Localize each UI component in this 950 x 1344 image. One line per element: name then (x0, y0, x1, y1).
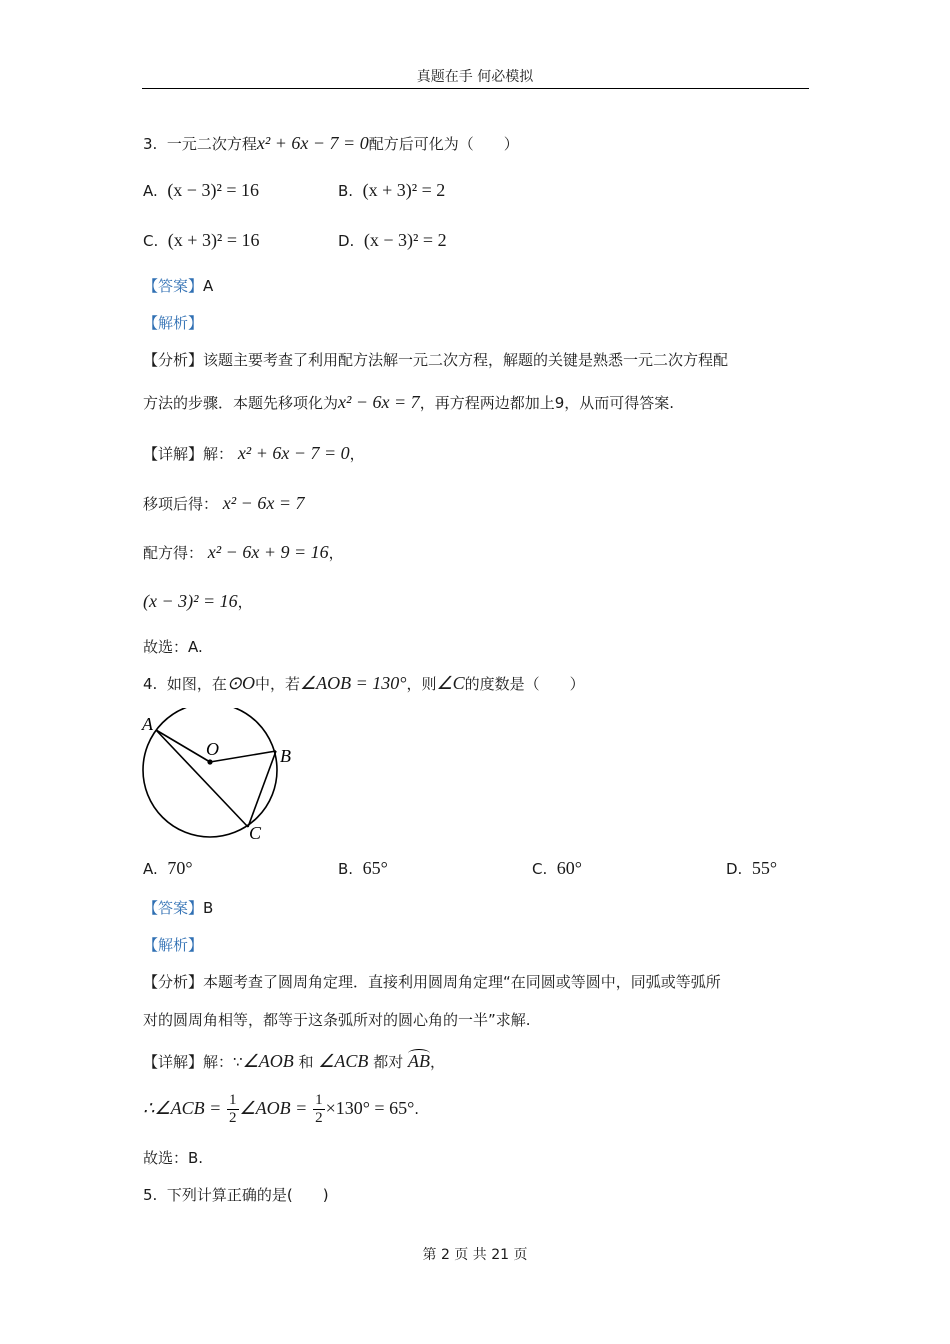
option-letter: B. (338, 860, 354, 878)
option-value: 60° (556, 858, 582, 878)
question-4-stem (143, 673, 585, 694)
stem-text: 一元二次方程 (166, 135, 257, 153)
fenxi-text: 该题主要考查了利用配方法解一元二次方程，解题的关键是熟悉一元二次方程配 (203, 351, 729, 369)
fraction-half (313, 1092, 325, 1127)
question-number: 5. (143, 1186, 158, 1204)
fraction-denominator: 2 (229, 1110, 237, 1126)
fraction-numerator: 1 (315, 1092, 323, 1108)
option-a (143, 858, 193, 879)
stem-text: 下列计算正确的是( ) (166, 1186, 329, 1204)
calculation-line (143, 1092, 419, 1127)
detail-tag: 【详解】 (143, 445, 204, 463)
step-label: 配方得： (143, 544, 204, 562)
fenxi-line-1 (143, 971, 721, 992)
fenxi-tag: 【分析】 (143, 351, 204, 369)
answer-tag: 【答案】 (143, 277, 204, 295)
analysis-tag: 【解析】 (143, 314, 204, 332)
answer-line (143, 275, 213, 296)
label-a: A (142, 714, 153, 734)
segment-ob (210, 751, 276, 762)
stem-circle: ⊙O (226, 673, 255, 693)
option-letter: D. (338, 232, 355, 250)
fenxi-line-2: 对的圆周角相等，都等于这条弧所对的圆心角的一半”求解. (143, 1011, 531, 1029)
detail-text: 和 (298, 1053, 314, 1071)
stem-text: ，则 (406, 675, 437, 693)
option-value: 65° (362, 858, 388, 878)
segment-bc (248, 751, 276, 827)
fenxi-line-2 (143, 392, 674, 413)
label-o: O (206, 739, 219, 759)
option-b (338, 180, 445, 201)
answer-value: B (203, 899, 214, 917)
detail-text: 都对 (373, 1053, 404, 1071)
label-c: C (249, 823, 262, 843)
stem-text: 中，若 (254, 675, 300, 693)
stem-text: 配方后可化为（ ） (368, 135, 519, 153)
detail-angle: ∠AOB (242, 1051, 294, 1071)
segment-ac (156, 730, 248, 827)
option-c (143, 230, 259, 251)
option-math: (x + 3)² = 2 (362, 180, 446, 200)
answer-value: A (203, 277, 214, 295)
question-5-stem (143, 1184, 329, 1205)
stem-equation: x² + 6x − 7 = 0 (256, 133, 369, 153)
detail-prefix: 解：∵ (203, 1053, 243, 1071)
step-label: 移项后得： (143, 495, 219, 513)
answer-line (143, 897, 213, 918)
option-math: (x + 3)² = 16 (167, 230, 260, 250)
fenxi-text: ，再方程两边都加上9，从而可得答案. (419, 394, 675, 412)
label-b: B (280, 746, 291, 766)
calc-mid: ∠AOB = (239, 1098, 308, 1118)
option-letter: A. (143, 860, 158, 878)
fenxi-tag: 【分析】 (143, 973, 204, 991)
option-letter: C. (532, 860, 548, 878)
option-letter: A. (143, 182, 158, 200)
arc-ab: AB (408, 1051, 430, 1071)
q3-conclusion: 故选：A. (143, 638, 203, 656)
question-number: 4. (143, 675, 158, 693)
step-equation: (x − 3)² = 16 (143, 591, 238, 611)
fenxi-text: 方法的步骤．本题先移项化为 (143, 394, 339, 412)
option-d (338, 230, 447, 251)
detail-line (143, 1051, 445, 1072)
detail-suffix: ， (430, 1053, 446, 1071)
stem-angle: ∠AOB = 130° (299, 673, 407, 693)
option-letter: B. (338, 182, 354, 200)
step-3 (143, 591, 253, 612)
fenxi-line-1 (143, 349, 728, 370)
q4-conclusion: 故选：B. (143, 1149, 204, 1167)
fenxi-equation: x² − 6x = 7 (338, 392, 420, 412)
segment-ao (156, 730, 210, 762)
option-a (143, 180, 259, 201)
step-1 (143, 493, 304, 514)
circle-figure (140, 708, 310, 848)
detail-angle: ∠ACB (318, 1051, 369, 1071)
step-suffix: ， (237, 593, 253, 611)
option-math: (x − 3)² = 16 (167, 180, 259, 200)
page-header-title: 真题在手 何必模拟 (416, 69, 534, 85)
page-footer: 第 2 页 共 21 页 (422, 1247, 528, 1263)
fraction-denominator: 2 (315, 1110, 323, 1126)
calc-suffix: . (414, 1100, 420, 1118)
detail-suffix: ， (349, 445, 365, 463)
step-suffix: ， (328, 544, 344, 562)
answer-tag: 【答案】 (143, 899, 204, 917)
option-c (532, 858, 582, 879)
calc-rhs: ×130° = 65° (325, 1098, 415, 1118)
option-d (726, 858, 777, 879)
stem-text: 的度数是（ ） (464, 675, 585, 693)
calc-lhs: ∴∠ACB = (143, 1098, 222, 1118)
option-b (338, 858, 388, 879)
detail-equation: x² + 6x − 7 = 0 (237, 443, 350, 463)
stem-text: 如图，在 (166, 675, 227, 693)
header-divider (142, 88, 809, 89)
center-point (207, 759, 212, 764)
detail-prefix: 解： (203, 445, 234, 463)
analysis-tag: 【解析】 (143, 936, 204, 954)
step-equation: x² − 6x = 7 (222, 493, 305, 513)
stem-angle-c: ∠C (436, 673, 465, 693)
fenxi-text: 本题考查了圆周角定理．直接利用圆周角定理“在同圆或等圆中，同弧或等弧所 (203, 973, 721, 991)
detail-line (143, 443, 365, 464)
fraction-half (227, 1092, 239, 1127)
question-3-stem (143, 133, 519, 154)
option-value: 70° (167, 858, 193, 878)
option-value: 55° (751, 858, 778, 878)
fraction-numerator: 1 (229, 1092, 237, 1108)
option-letter: C. (143, 232, 159, 250)
question-number: 3. (143, 135, 158, 153)
option-letter: D. (726, 860, 743, 878)
circle-o (143, 708, 277, 837)
option-math: (x − 3)² = 2 (363, 230, 447, 250)
detail-tag: 【详解】 (143, 1053, 204, 1071)
step-2 (143, 542, 344, 563)
step-equation: x² − 6x + 9 = 16 (207, 542, 329, 562)
